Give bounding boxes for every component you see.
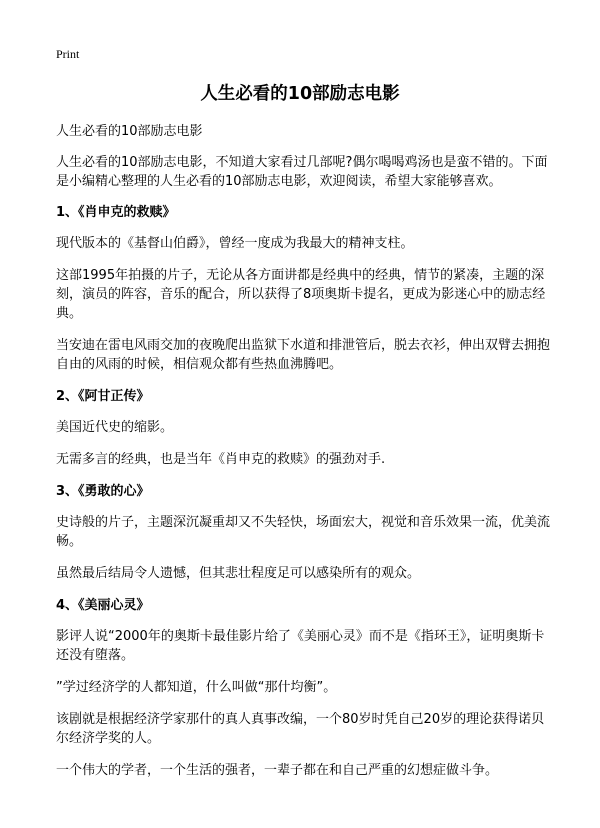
section-heading: 1、《肖申克的救赎》: [56, 205, 176, 220]
section-paragraph: 当安迪在雷电风雨交加的夜晚爬出监狱下水道和排泄管后，脱去衣衫，伸出双臂去拥抱自由的风雨的时候，相信观众都有些热血沸腾吧。: [56, 338, 551, 372]
section-4: [56, 596, 552, 780]
section-paragraph: 影评人说“2000年的奥斯卡最佳影片给了《美丽心灵》而不是《指环王》，证明奥斯卡还没有堕落。: [56, 629, 545, 663]
section-paragraph: 美国近代史的缩影。: [56, 420, 174, 435]
section-heading: 4、《美丽心灵》: [56, 598, 150, 613]
section-paragraph: 无需多言的经典，也是当年《肖申克的救赎》的强劲对手.: [56, 452, 386, 467]
section-2: [56, 387, 552, 469]
section-paragraph: 一个伟大的学者，一个生活的强者，一辈子都在和自己严重的幻想症做斗争。: [56, 763, 499, 778]
section-paragraph: 该剧就是根据经济学家那什的真人真事改编，一个80岁时凭自己20岁的理论获得诺贝尔经济学奖的人。: [56, 712, 545, 746]
article-body: [56, 122, 552, 793]
article-intro: 人生必看的10部励志电影，不知道大家看过几部呢?偶尔喝喝鸡汤也是蛮不错的。下面是小编精心整理的人生必看的10部励志电影，欢迎阅读，希望大家能够喜欢。: [56, 155, 548, 189]
section-3: [56, 482, 552, 583]
page-title: 人生必看的10部励志电影: [200, 84, 400, 104]
section-paragraph: 这部1995年拍摄的片子，无论从各方面讲都是经典中的经典，情节的紧凑，主题的深刻，演员的阵容，音乐的配合，所以获得了8项奥斯卡提名，更成为影迷心中的励志经典。: [56, 268, 546, 321]
section-heading: 3、《勇敢的心》: [56, 484, 150, 499]
section-heading: 2、《阿甘正传》: [56, 389, 150, 404]
section-1: [56, 203, 552, 374]
section-paragraph: 史诗般的片子，主题深沉凝重却又不失轻快，场面宏大，视觉和音乐效果一流，优美流畅。: [56, 515, 551, 549]
section-paragraph: 虽然最后结局令人遗憾，但其悲壮程度足可以感染所有的观众。: [56, 566, 421, 581]
print-link[interactable]: Print: [56, 47, 80, 61]
article-subtitle: 人生必看的10部励志电影: [56, 124, 203, 139]
section-paragraph: 现代版本的《基督山伯爵》，曾经一度成为我最大的精神支柱。: [56, 236, 414, 251]
section-paragraph: ”学过经济学的人都知道，什么叫做“那什均衡”。: [56, 680, 337, 695]
